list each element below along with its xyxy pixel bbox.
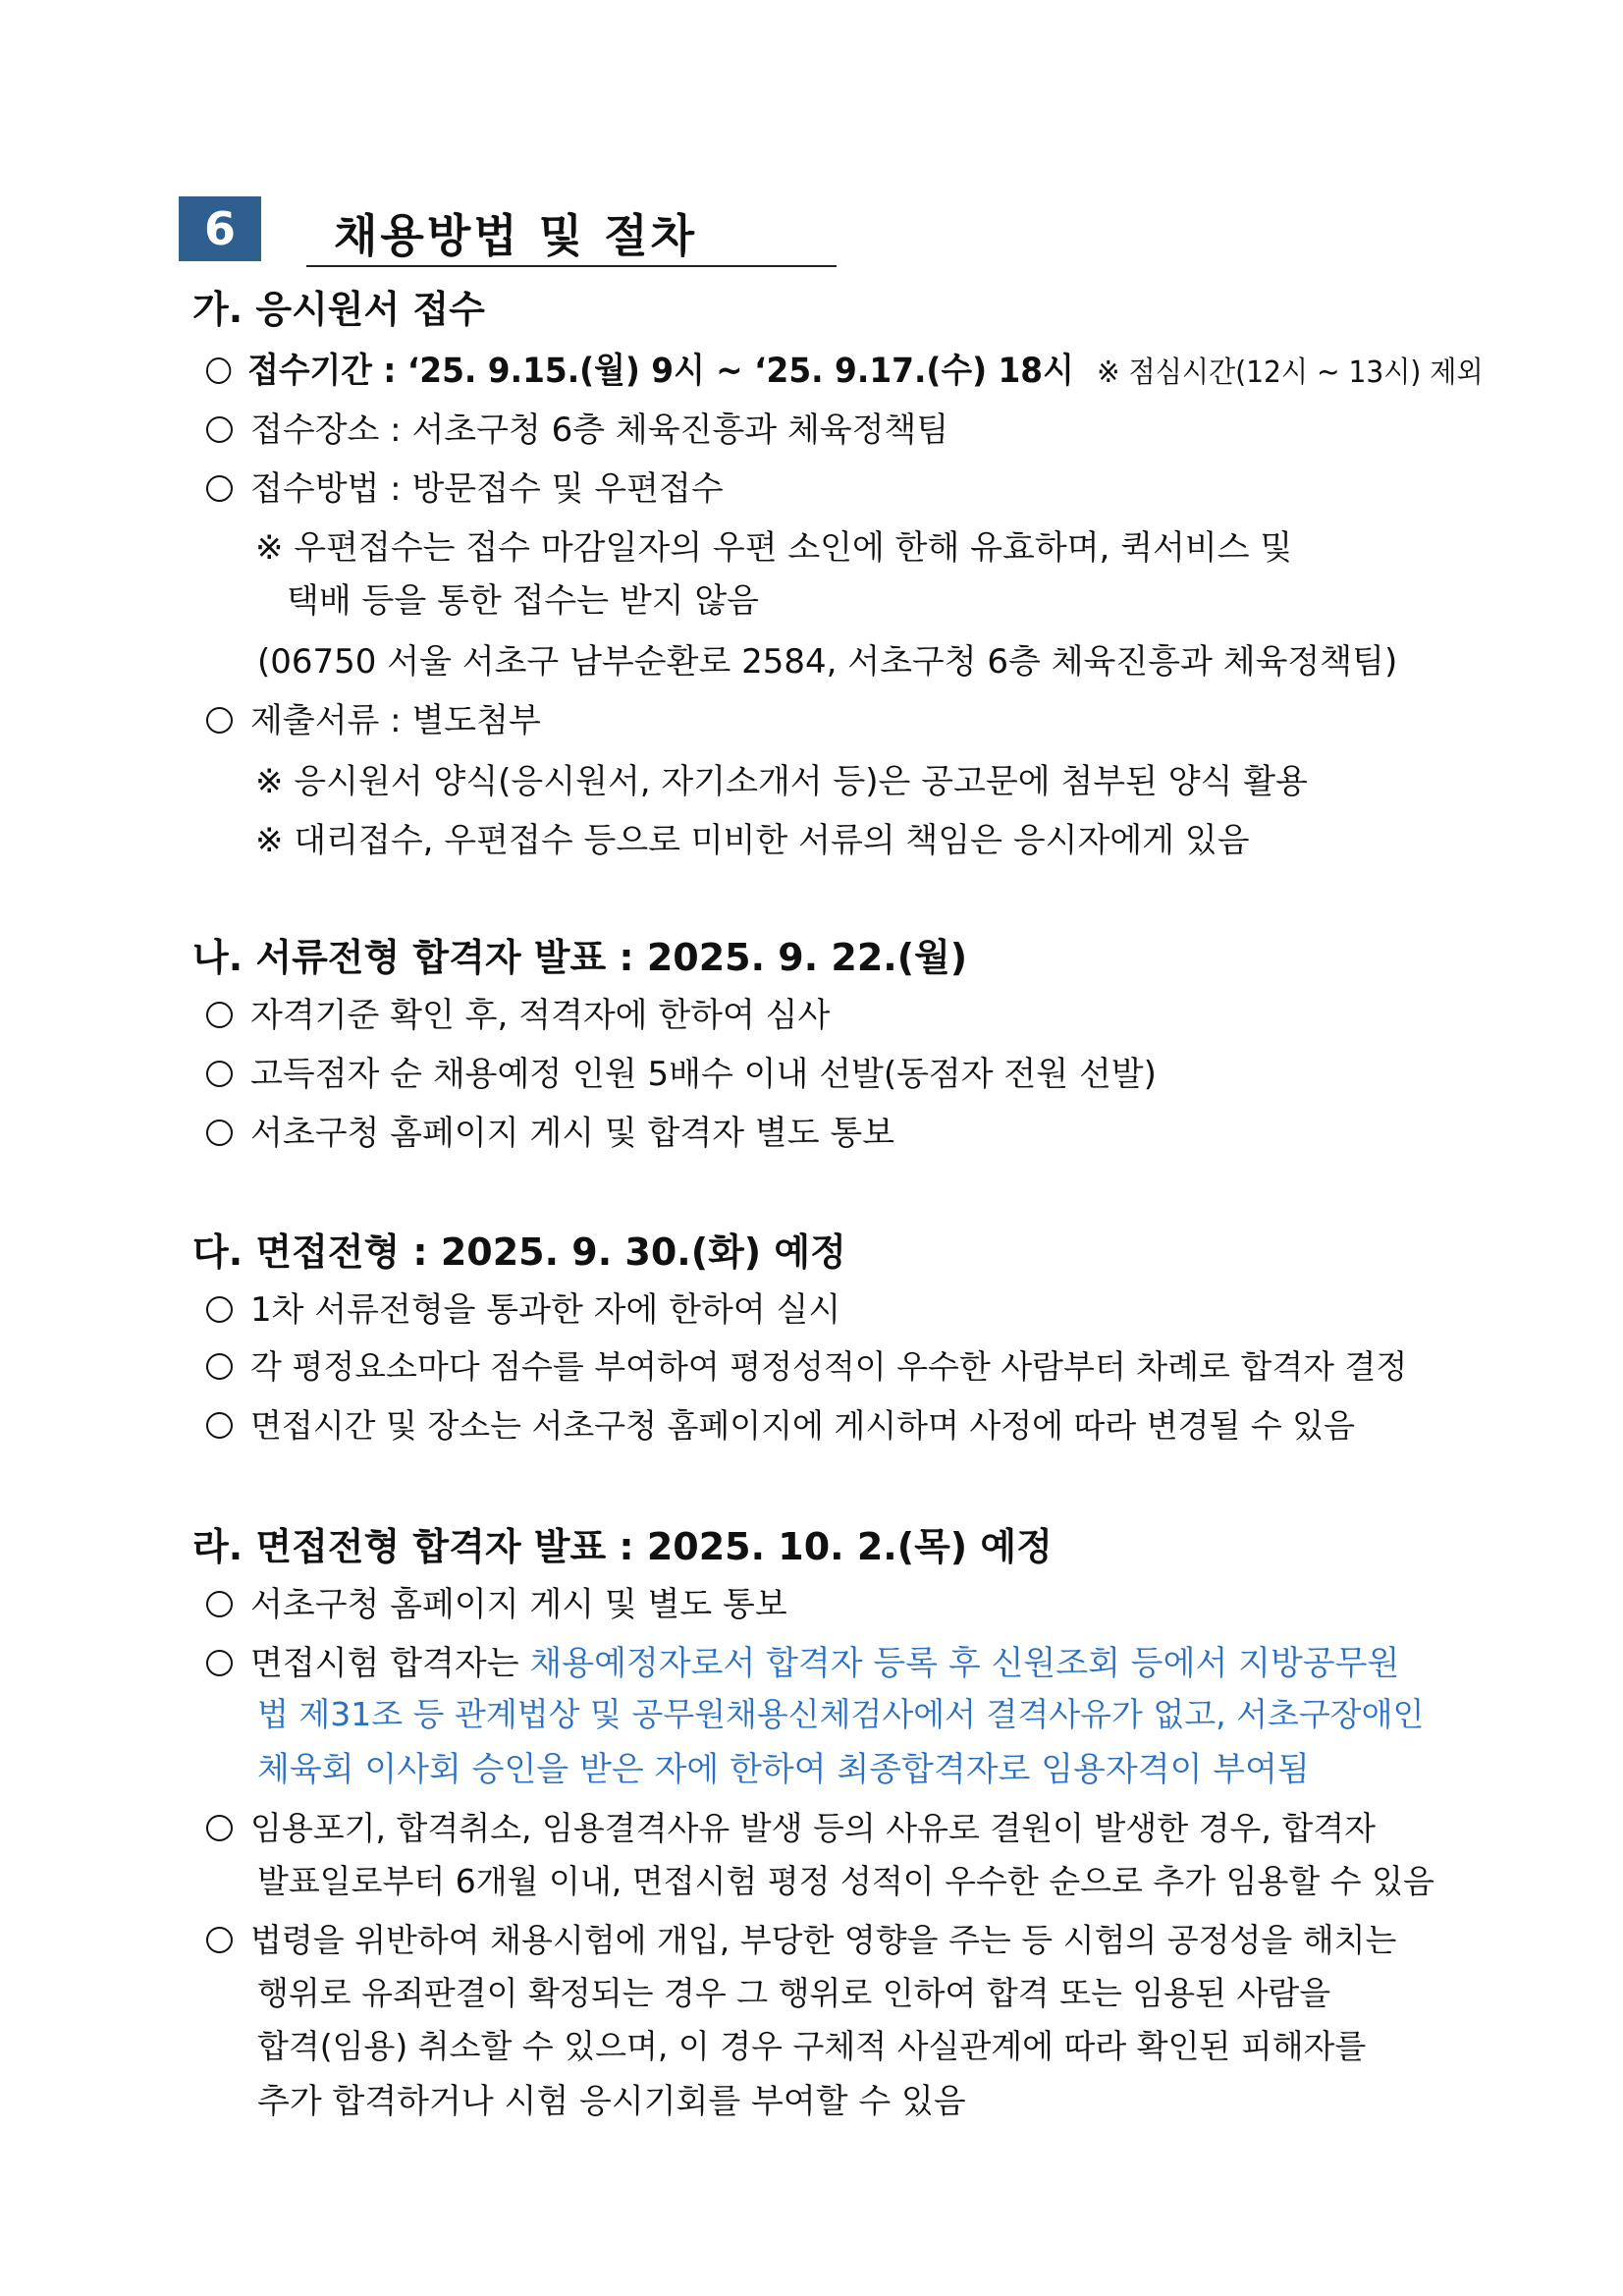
list-item — [206, 1803, 1376, 1849]
circle-bullet-icon — [206, 357, 231, 384]
address-text: (06750 서울 서초구 남부순환로 2584, 서초구청 6층 체육진흥과 체육정책팀) — [257, 642, 1398, 682]
circle-bullet-icon — [206, 1815, 233, 1841]
list-item-text: 면접시험 합격자는 — [250, 1644, 530, 1683]
heading-underline — [306, 265, 837, 267]
list-item-text: 고득점자 순 채용예정 인원 5배수 이내 선발(동점자 전원 선발) — [250, 1055, 1157, 1094]
list-item — [206, 1636, 1399, 1684]
list-item-continuation: 합격(임용) 취소할 수 있으며, 이 경우 구체적 사실관계에 따라 확인된 피해자를 — [257, 2027, 1367, 2065]
list-item-text: 자격기준 확인 후, 적격자에 한하여 심사 — [250, 996, 831, 1035]
circle-bullet-icon — [206, 1650, 233, 1676]
highlighted-text: 채용예정자로서 합격자 등록 후 신원조회 등에서 지방공무원 — [529, 1644, 1400, 1683]
list-item-text: 임용포기, 합격취소, 임용결격사유 발생 등의 사유로 결원이 발생한 경우, 합격자 — [250, 1809, 1376, 1847]
section-d-title: 라. 면접전형 합격자 발표 : 2025. 10. 2.(목) 예정 — [192, 1525, 1053, 1568]
doc-note-1: ※ 응시원서 양식(응시원서, 자기소개서 등)은 공고문에 첨부된 양식 활용 — [255, 762, 1308, 801]
list-item — [206, 1915, 1396, 1961]
method-text: 접수방법 : 방문접수 및 우편접수 — [250, 469, 724, 509]
list-item-continuation: 추가 합격하거나 시험 응시기회를 부여할 수 있음 — [257, 2082, 966, 2121]
page-title: 채용방법 및 절차 — [334, 209, 698, 262]
list-item-text: 면접시간 및 장소는 서초구청 홈페이지에 게시하며 사정에 따라 변경될 수 있음 — [250, 1406, 1355, 1445]
section-heading — [179, 196, 837, 267]
circle-bullet-icon — [206, 1061, 233, 1087]
circle-bullet-icon — [206, 416, 233, 443]
list-item-method — [206, 462, 724, 510]
list-item-place — [206, 403, 948, 451]
list-item-period — [206, 344, 1484, 393]
highlighted-text: 법 제31조 등 관계법상 및 공무원채용신체검사에서 결격사유가 없고, 서초구장애인 — [257, 1695, 1425, 1733]
circle-bullet-icon — [206, 475, 233, 502]
circle-bullet-icon — [206, 1120, 233, 1146]
circle-bullet-icon — [206, 1927, 233, 1953]
list-item-text: 1차 서류전형을 통과한 자에 한하여 실시 — [250, 1290, 841, 1330]
circle-bullet-icon — [206, 1296, 233, 1323]
list-item — [206, 988, 830, 1036]
method-note-line-2: 택배 등을 통한 접수는 받지 않음 — [287, 581, 760, 621]
list-item — [206, 1400, 1355, 1447]
list-item — [206, 1341, 1407, 1388]
circle-bullet-icon — [206, 707, 233, 734]
circle-bullet-icon — [206, 1353, 233, 1380]
list-item — [206, 1283, 840, 1331]
list-item-text: 서초구청 홈페이지 게시 및 별도 통보 — [250, 1585, 787, 1624]
section-a-title: 가. 응시원서 접수 — [192, 288, 485, 331]
circle-bullet-icon — [206, 1591, 233, 1617]
period-text: 접수기간 : ‘25. 9.15.(월) 9시 ~ ‘25. 9.17.(수) 18시 — [247, 352, 1074, 391]
list-item-text: 서초구청 홈페이지 게시 및 합격자 별도 통보 — [250, 1114, 895, 1153]
list-item-text: 법령을 위반하여 채용시험에 개입, 부당한 영향을 주는 등 시험의 공정성을 해치는 — [250, 1921, 1397, 1959]
list-item-documents — [206, 693, 541, 741]
section-c-title: 다. 면접전형 : 2025. 9. 30.(화) 예정 — [192, 1230, 846, 1274]
highlighted-text: 체육회 이사회 승인을 받은 자에 한하여 최종합격자로 임용자격이 부여됨 — [257, 1750, 1310, 1789]
doc-note-2: ※ 대리접수, 우편접수 등으로 미비한 서류의 책임은 응시자에게 있음 — [255, 821, 1250, 860]
circle-bullet-icon — [206, 1002, 233, 1028]
period-note: ※ 점심시간(12시 ~ 13시) 제외 — [1097, 355, 1484, 390]
list-item — [206, 1577, 787, 1625]
list-item-continuation: 행위로 유죄판결이 확정되는 경우 그 행위로 인하여 합격 또는 임용된 사람을 — [257, 1974, 1331, 2012]
section-b-title: 나. 서류전형 합격자 발표 : 2025. 9. 22.(월) — [192, 936, 968, 979]
list-item-continuation: 발표일로부터 6개월 이내, 면접시험 평정 성적이 우수한 순으로 추가 임용할 수 있음 — [257, 1862, 1434, 1900]
list-item — [206, 1047, 1157, 1095]
method-note-line-1: ※ 우편접수는 접수 마감일자의 우편 소인에 한해 유효하며, 퀵서비스 및 — [255, 528, 1293, 568]
circle-bullet-icon — [206, 1412, 233, 1439]
documents-text: 제출서류 : 별도첨부 — [250, 701, 541, 740]
place-text: 접수장소 : 서초구청 6층 체육진흥과 체육정책팀 — [250, 410, 949, 450]
list-item-text: 각 평정요소마다 점수를 부여하여 평정성적이 우수한 사람부터 차례로 합격자 결정 — [250, 1347, 1408, 1386]
section-number-badge: 6 — [179, 196, 261, 261]
list-item — [206, 1106, 894, 1154]
